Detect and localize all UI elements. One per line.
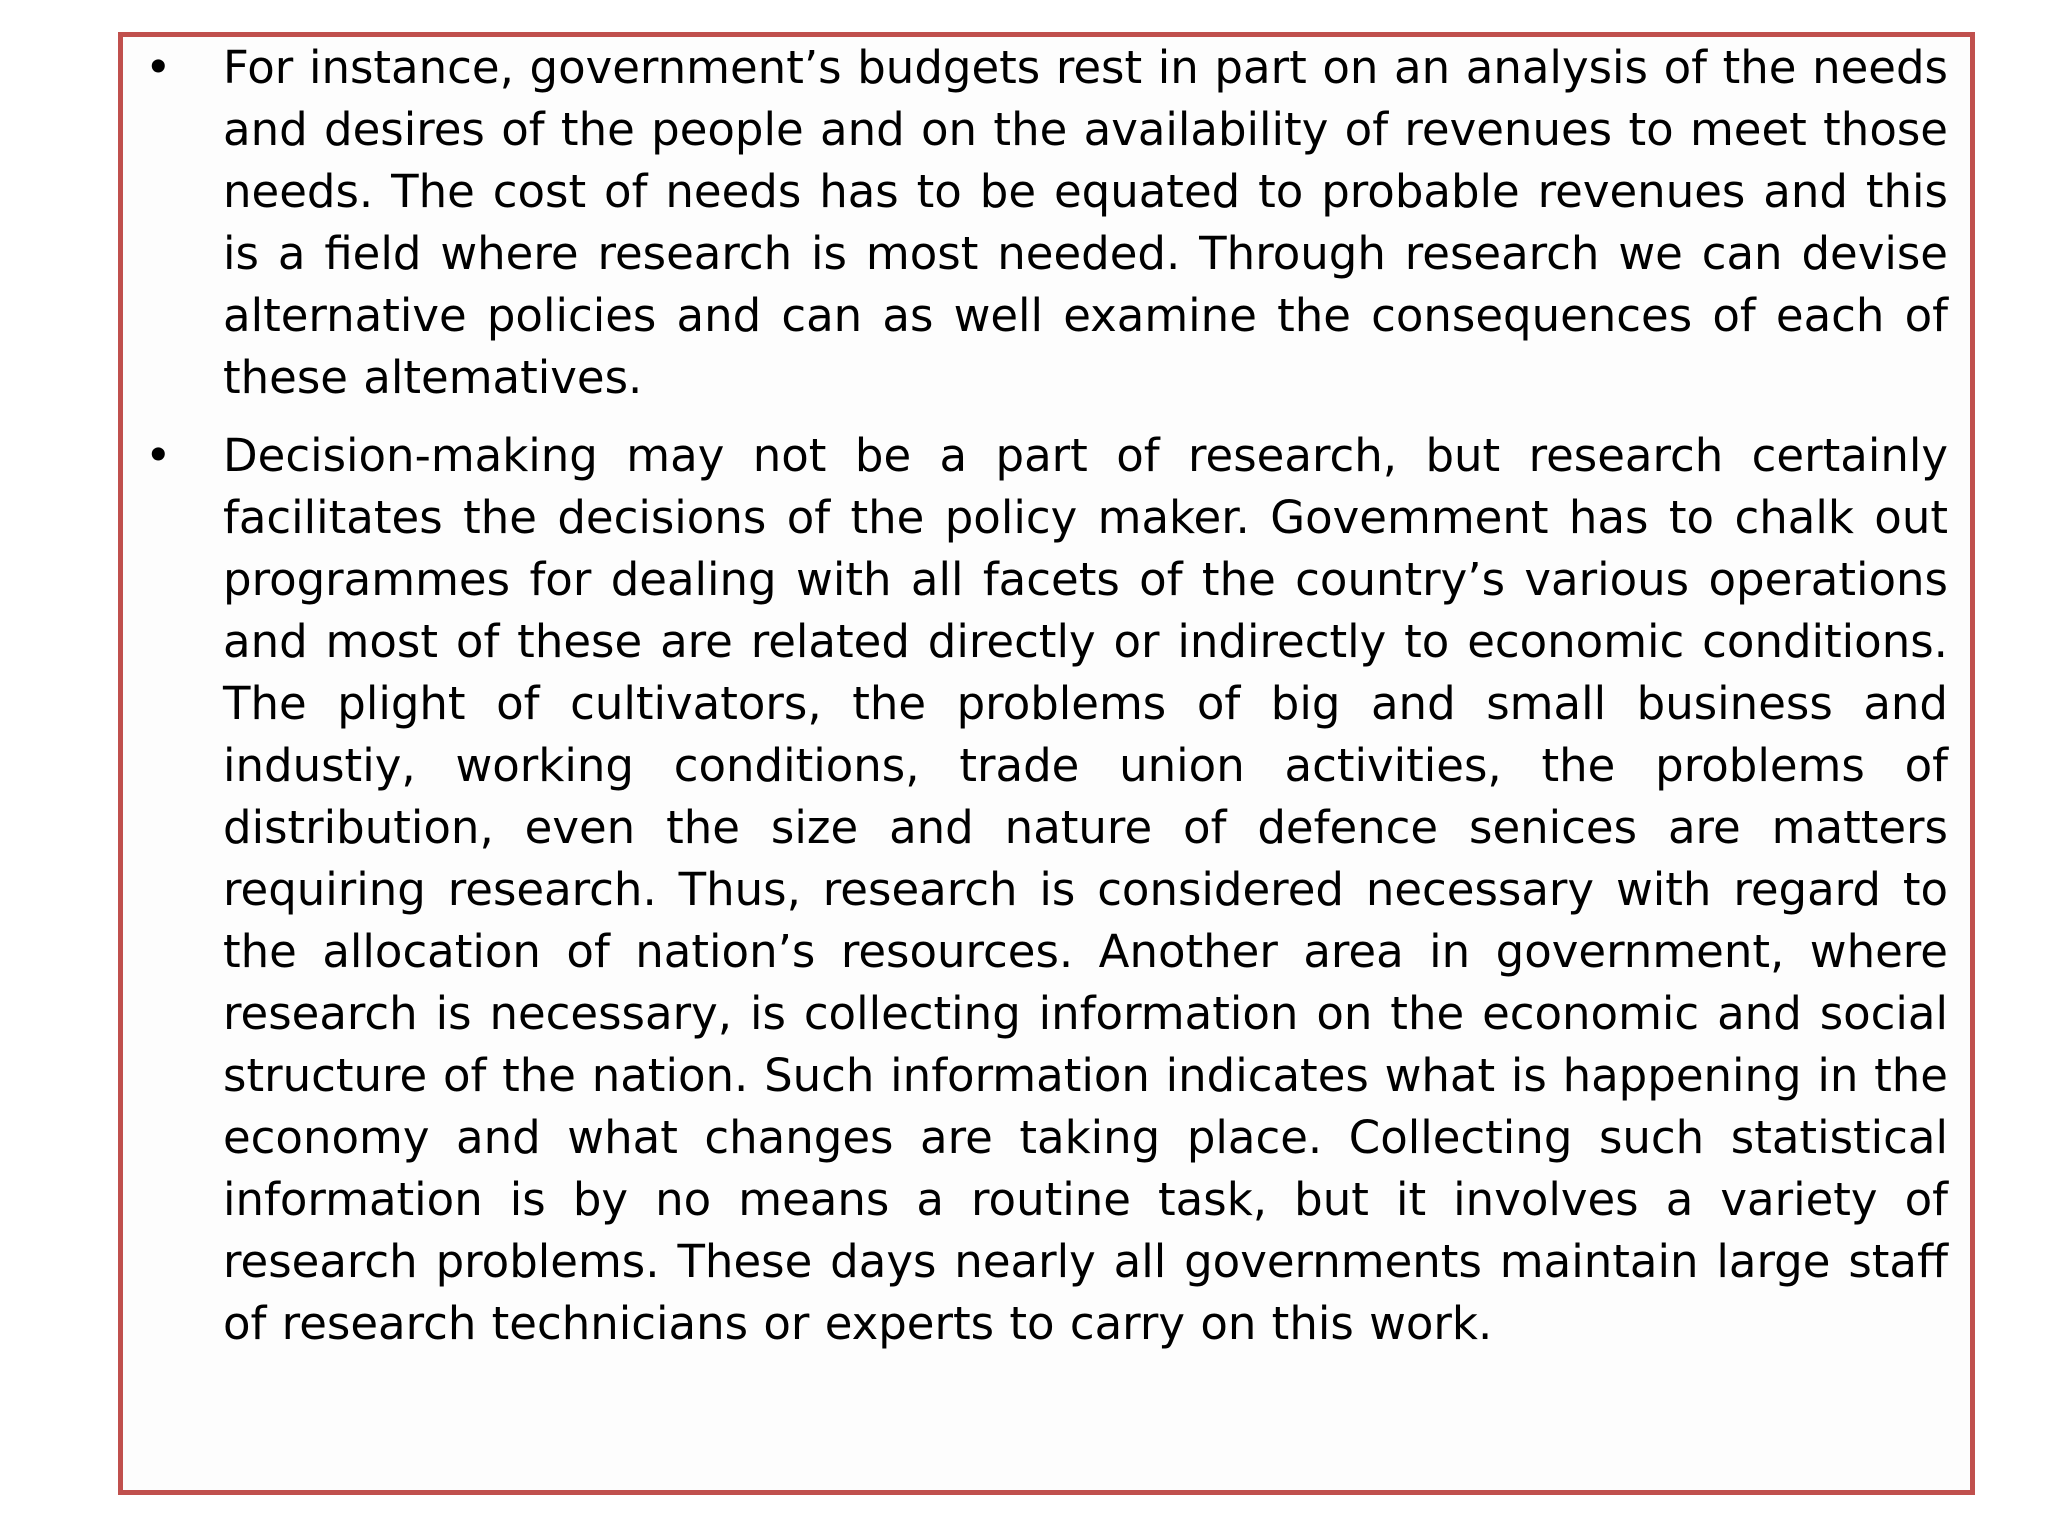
bullet-text: For instance, government’s budgets rest in part on an analysis of the needs and desires of the people and on the availability of revenues to meet those needs. The cost of needs has to be equated to probable revenues and this is a field where research is most needed. Through research we can devise alternative policies and can as well examine the consequences of each of these altematives. [223,41,1948,404]
bullet-point-icon: • [145,41,172,94]
bullet-item-decision-making [123,425,1970,1355]
bullet-item-budgets [123,37,1970,409]
slide-text-box [118,32,1975,1495]
bullet-text: Decision-making may not be a part of research, but research certainly facilitates the decisions of the policy maker. Govemment has to chalk out programmes for dealing with all facets of the country’s various operations and most of these are related directly or indirectly to economic conditions. The plight of cultivators, the problems of big and small business and industiy, working conditions, trade union activities, the problems of distribution, even the size and nature of defence senices are matters requiring research. Thus, research is considered necessary with regard to the allocation of nation’s resources. Another area in government, where research is necessary, is collecting information on the economic and social structure of the nation. Such information indicates what is happening in the economy and what changes are taking place. Collecting such statistical information is by no means a routine task, but it involves a variety of research problems. These days nearly all governments maintain large staff of research technicians or experts to carry on this work. [223,429,1948,1350]
bullet-list [123,37,1970,1355]
bullet-point-icon: • [145,429,172,482]
